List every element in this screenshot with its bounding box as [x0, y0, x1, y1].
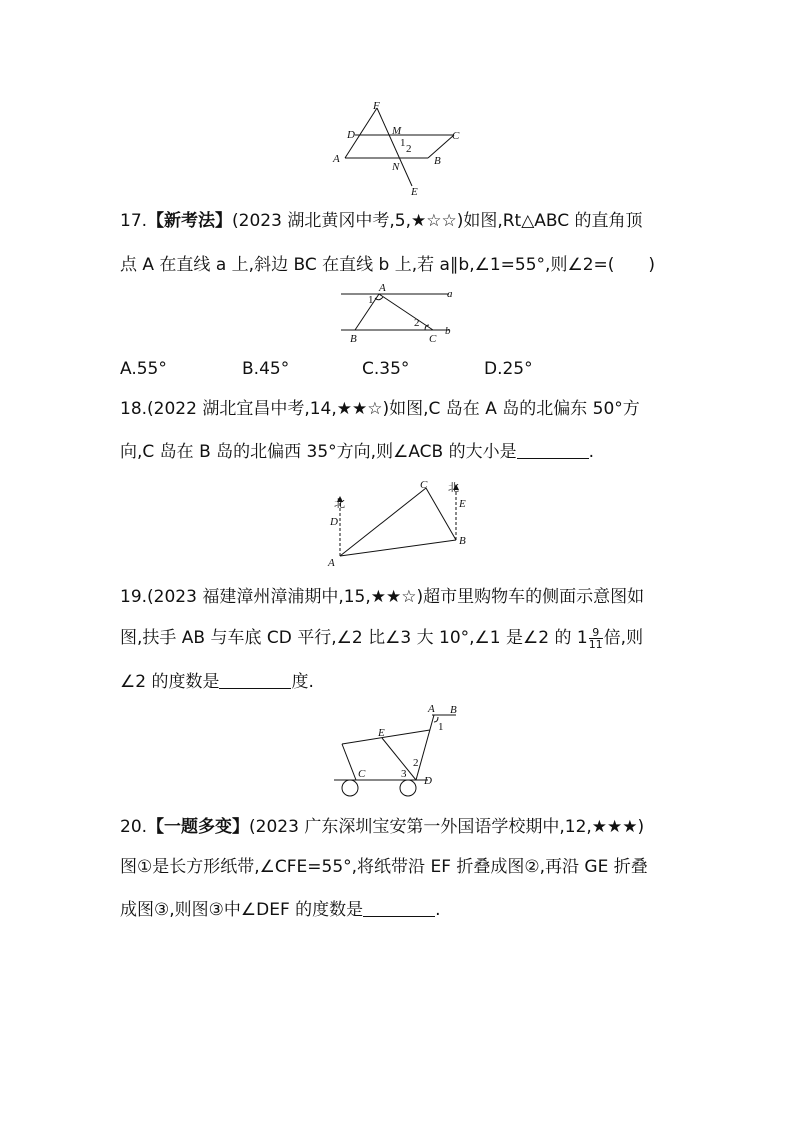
parallel-lines-figure [330, 98, 470, 198]
label-E: E [459, 498, 466, 510]
label-angle-1: 1 [368, 294, 374, 306]
q17-option-b: B.45° [242, 359, 290, 379]
q17-option-c: C.35° [362, 359, 410, 379]
q20-text3: 成图③,则图③中∠DEF 的度数是 [120, 900, 364, 920]
q19-line1: 19.(2023 福建漳州漳浦期中,15,★★☆)超市里购物车的侧面示意图如 [120, 587, 645, 607]
q18-line2 [120, 440, 594, 464]
q20-line3 [120, 898, 441, 922]
label-B: B [434, 155, 441, 167]
q19-text3: ∠2 的度数是 [120, 672, 220, 692]
label-B: B [450, 704, 457, 716]
label-D: D [330, 516, 338, 528]
label-A: A [328, 557, 335, 569]
right-triangle-figure [335, 282, 465, 348]
label-E: E [411, 186, 418, 198]
q20-tag: 【一题多变】 [147, 817, 250, 837]
q19-unit: 度. [291, 672, 314, 692]
label-D: D [347, 129, 355, 141]
label-north-b: 北 [448, 482, 459, 494]
label-D: D [424, 775, 432, 787]
q18-period: . [588, 442, 595, 462]
shopping-cart-figure [330, 700, 470, 800]
q20-number: 20. [120, 817, 148, 837]
label-A: A [428, 703, 435, 715]
q17-options [120, 357, 533, 381]
label-line-a: a [447, 288, 453, 300]
q18-line1: 18.(2022 湖北宜昌中考,14,★★☆)如图,C 岛在 A 岛的北偏东 50°方 [120, 399, 640, 419]
label-C: C [452, 130, 460, 142]
q20-line2: 图①是长方形纸带,∠CFE=55°,将纸带沿 EF 折叠成图②,再沿 GE 折叠 [120, 857, 648, 877]
label-north-a: 北 [334, 498, 345, 510]
label-A: A [333, 153, 340, 165]
q18-text2: 向,C 岛在 B 岛的北偏西 35°方向,则∠ACB 的大小是 [120, 442, 517, 462]
q19-text2b: 倍,则 [603, 628, 644, 648]
q17-option-d: D.25° [484, 359, 533, 379]
q19-fraction [589, 627, 603, 650]
q20-text1: (2023 广东深圳宝安第一外国语学校期中,12,★★★) [249, 817, 645, 837]
label-C: C [429, 333, 437, 345]
q20-answer-blank [363, 900, 435, 917]
label-B: B [459, 535, 466, 547]
label-line-b: b [445, 325, 451, 337]
q20-period: . [435, 900, 441, 920]
q17-text1: (2023 湖北黄冈中考,5,★☆☆)如图,Rt△ABC 的直角顶 [232, 211, 643, 231]
q19-text2: 图,扶手 AB 与车底 CD 平行,∠2 比∠3 大 10°,∠1 是∠2 的 1 [120, 628, 588, 648]
q17-line2: 点 A 在直线 a 上,斜边 BC 在直线 b 上,若 a∥b,∠1=55°,则∠2=( ) [120, 255, 656, 275]
label-M: M [392, 125, 402, 137]
label-angle-1: 1 [400, 137, 406, 149]
label-B: B [350, 333, 357, 345]
q17-number: 17. [120, 211, 148, 231]
label-angle-2: 2 [406, 143, 412, 155]
label-E: E [378, 727, 385, 739]
q18-answer-blank [517, 442, 589, 459]
label-C: C [358, 768, 366, 780]
q19-fraction-denominator: 11 [588, 637, 603, 651]
label-angle-1: 1 [438, 721, 444, 733]
label-A: A [379, 282, 386, 294]
label-angle-3: 3 [401, 768, 407, 780]
q19-answer-blank [219, 672, 291, 689]
label-angle-2: 2 [413, 757, 419, 769]
label-C: C [420, 479, 428, 491]
label-angle-2: 2 [414, 317, 420, 329]
q20-line1 [120, 815, 644, 839]
label-F: F [373, 100, 380, 112]
q19-fraction-numerator: 9 [589, 627, 603, 639]
island-bearing-figure [322, 474, 472, 572]
q17-tag: 【新考法】 [147, 211, 233, 231]
q19-line3 [120, 670, 314, 694]
q17-line1 [120, 209, 643, 233]
q17-option-a: A.55° [120, 359, 167, 379]
label-N: N [392, 161, 400, 173]
q19-line2 [120, 626, 643, 650]
